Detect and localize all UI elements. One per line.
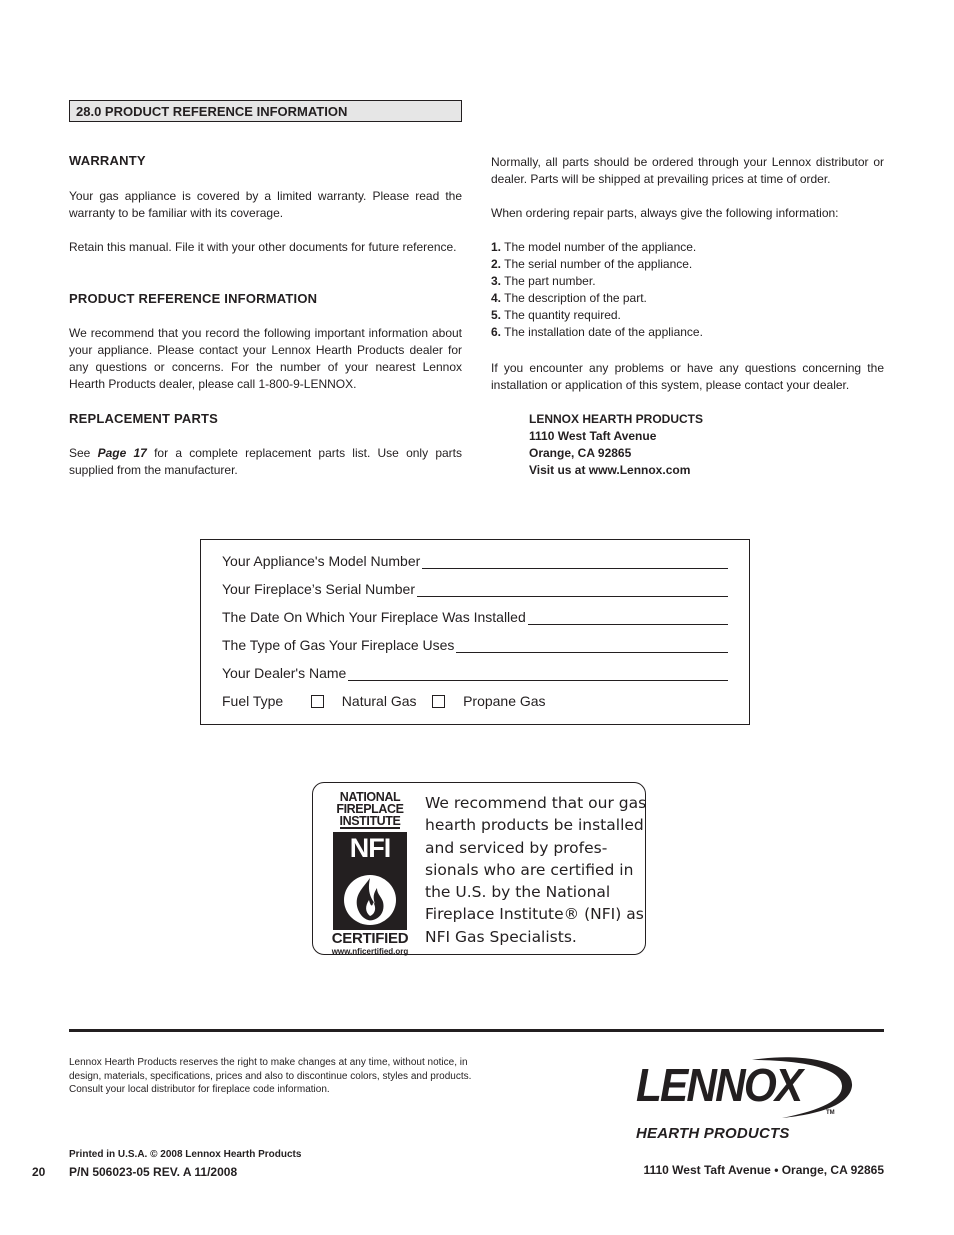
replacement-parts-paragraph bbox=[69, 445, 462, 479]
page-number: 20 bbox=[32, 1165, 46, 1179]
serial-number-field[interactable] bbox=[222, 579, 728, 607]
warranty-paragraph-2: Retain this manual. File it with your other documents for future reference. bbox=[69, 240, 457, 254]
replacement-parts-text: for a complete replacement parts list. Use only parts supplied from the manufacturer. bbox=[69, 446, 462, 477]
dealer-name-field[interactable] bbox=[222, 663, 728, 691]
list-text: The serial number of the appliance. bbox=[504, 257, 693, 271]
propane-gas-label: Propane Gas bbox=[463, 693, 546, 709]
list-item bbox=[491, 307, 884, 324]
section-title-box bbox=[69, 100, 462, 122]
nfi-url[interactable]: www.nficertified.org bbox=[331, 947, 409, 956]
lennox-hearth-products: HEARTH PRODUCTS bbox=[636, 1125, 790, 1142]
list-number: 2. bbox=[491, 257, 502, 271]
nfi-line: hearth products be installed bbox=[425, 816, 644, 835]
model-number-field[interactable] bbox=[222, 551, 728, 579]
nfi-line: and serviced by profes- bbox=[425, 838, 608, 857]
nfi-badge-text: NFI bbox=[349, 833, 391, 863]
warranty-heading: WARRANTY bbox=[69, 153, 146, 168]
address-website[interactable]: Visit us at www.Lennox.com bbox=[529, 463, 691, 477]
ordering-paragraph-3: If you encounter any problems or have any questions concerning the installation or application of this system, please contact your dealer. bbox=[491, 361, 884, 392]
nfi-logo bbox=[327, 790, 413, 956]
gas-type-field[interactable] bbox=[222, 635, 728, 663]
list-number: 6. bbox=[491, 325, 502, 339]
nfi-logo-institute: INSTITUTE bbox=[339, 814, 401, 828]
list-number: 5. bbox=[491, 308, 502, 322]
serial-number-label: Your Fireplace’s Serial Number bbox=[222, 581, 415, 597]
lennox-trademark: TM bbox=[826, 1110, 835, 1116]
footer-address: 1110 West Taft Avenue • Orange, CA 92865 bbox=[643, 1163, 884, 1177]
list-text: The quantity required. bbox=[504, 308, 621, 322]
dealer-name-label: Your Dealer's Name bbox=[222, 665, 347, 681]
list-text: The model number of the appliance. bbox=[504, 240, 697, 254]
nfi-statement bbox=[425, 792, 646, 948]
install-date-field[interactable] bbox=[222, 607, 728, 635]
list-number: 1. bbox=[491, 240, 502, 254]
printed-notice: Printed in U.S.A. © 2008 Lennox Hearth Products bbox=[69, 1149, 302, 1160]
nfi-logo-national: NATIONAL bbox=[339, 790, 401, 804]
nfi-badge bbox=[333, 832, 407, 930]
ordering-paragraph-1: Normally, all parts should be ordered through your Lennox distributor or dealer. Parts will be shipped at prevailing prices at time of order. bbox=[491, 155, 884, 186]
gas-type-label: The Type of Gas Your Fireplace Uses bbox=[222, 637, 455, 653]
ordering-paragraph-2: When ordering repair parts, always give the following information: bbox=[491, 206, 839, 220]
natural-gas-label: Natural Gas bbox=[341, 693, 417, 709]
list-number: 3. bbox=[491, 274, 502, 288]
nfi-line: Fireplace Institute® (NFI) as bbox=[425, 905, 644, 924]
list-text: The installation date of the appliance. bbox=[504, 325, 703, 339]
list-item bbox=[491, 256, 884, 273]
list-item bbox=[491, 324, 884, 341]
lennox-wordmark: LENNOX bbox=[636, 1059, 802, 1111]
list-number: 4. bbox=[491, 291, 502, 305]
nfi-logo-fireplace: FIREPLACE bbox=[336, 802, 404, 816]
model-number-label: Your Appliance's Model Number bbox=[222, 553, 421, 569]
list-text: The description of the part. bbox=[504, 291, 647, 305]
page-reference-link[interactable]: Page 17 bbox=[97, 446, 147, 460]
nfi-certification-box bbox=[312, 782, 646, 955]
section-title: 28.0 PRODUCT REFERENCE INFORMATION bbox=[76, 104, 348, 119]
disclaimer-line: Lennox Hearth Products reserves the right to make changes at any time, without notice, in bbox=[69, 1057, 468, 1068]
replacement-parts-heading: REPLACEMENT PARTS bbox=[69, 411, 219, 426]
address-block bbox=[529, 411, 703, 479]
flame-icon bbox=[333, 864, 407, 930]
product-reference-paragraph: We recommend that you record the following important information about your appliance. Please contact your Lennox Hearth Products dealer for any questions or concerns. For the number of your nearest Lennox Hearth Products dealer, please call 1-800-9-LENNOX. bbox=[69, 326, 462, 391]
nfi-certified-text: CERTIFIED bbox=[331, 930, 409, 947]
nfi-line: the U.S. by the National bbox=[425, 883, 611, 902]
fuel-type-row bbox=[222, 691, 728, 719]
disclaimer-line: Consult your local distributor for fireplace code information. bbox=[69, 1084, 330, 1095]
list-item bbox=[491, 290, 884, 307]
nfi-line: sionals who are certified in bbox=[425, 860, 634, 879]
lennox-logo bbox=[632, 1052, 862, 1144]
list-text: The part number. bbox=[504, 274, 596, 288]
fuel-type-label: Fuel Type bbox=[222, 693, 284, 709]
list-item bbox=[491, 273, 884, 290]
address-company: LENNOX HEARTH PRODUCTS bbox=[529, 412, 704, 426]
natural-gas-checkbox[interactable] bbox=[311, 695, 324, 708]
warranty-paragraph-1: Your gas appliance is covered by a limited warranty. Please read the warranty to be familiar with its coverage. bbox=[69, 189, 462, 220]
part-number: P/N 506023-05 REV. A 11/2008 bbox=[69, 1165, 238, 1179]
install-date-label: The Date On Which Your Fireplace Was Installed bbox=[222, 609, 526, 625]
nfi-line: We recommend that our gas bbox=[425, 794, 647, 812]
address-street: 1110 West Taft Avenue bbox=[529, 429, 657, 443]
nfi-line: NFI Gas Specialists. bbox=[425, 927, 577, 946]
see-text: See bbox=[69, 446, 91, 460]
footer-disclaimer bbox=[69, 1056, 471, 1097]
product-reference-heading: PRODUCT REFERENCE INFORMATION bbox=[69, 291, 318, 306]
parts-info-list bbox=[491, 239, 884, 341]
list-item bbox=[491, 239, 884, 256]
propane-gas-checkbox[interactable] bbox=[432, 695, 445, 708]
address-city: Orange, CA 92865 bbox=[529, 446, 632, 460]
footer-divider bbox=[69, 1029, 884, 1032]
product-record-form bbox=[200, 539, 750, 725]
disclaimer-line: design, materials, specifications, prices and also to discontinue colors, styles and products. bbox=[69, 1070, 472, 1082]
